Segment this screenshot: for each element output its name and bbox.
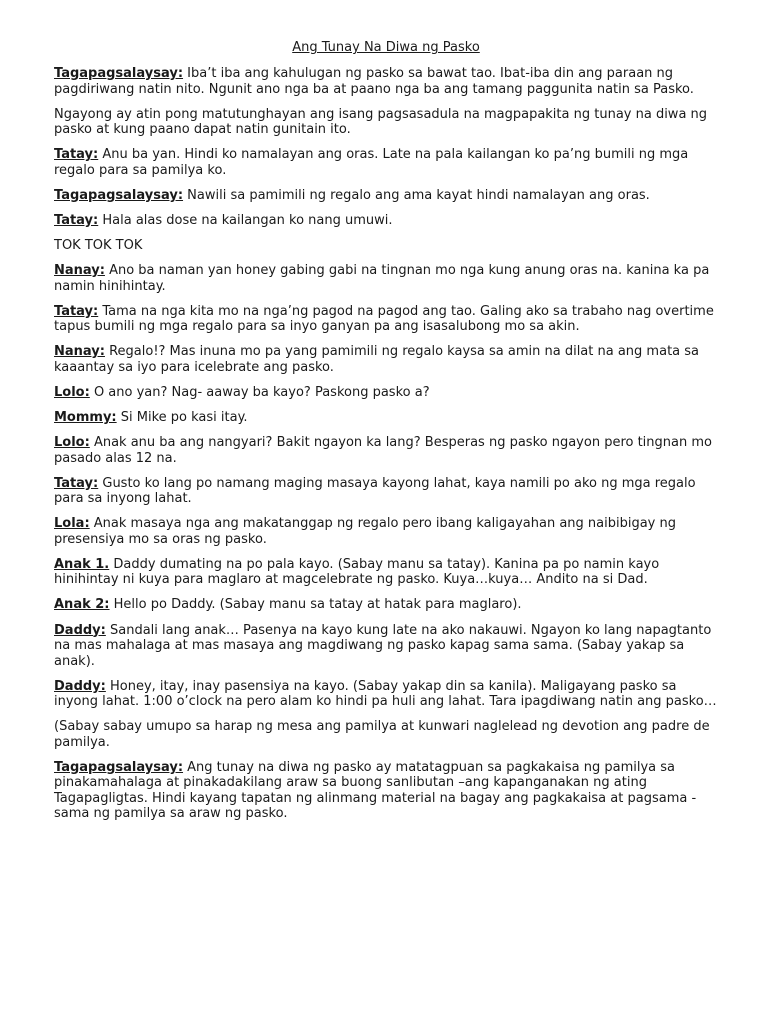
dialogue-text: TOK TOK TOK (54, 237, 143, 253)
dialogue-text: Regalo!? Mas inuna mo pa yang pamimili ng regalo kaysa sa amin na dilat na ang mata sa kaaantay sa iyo para icelebrate ang pasko. (54, 344, 699, 375)
document-body (54, 66, 718, 822)
dialogue-text: Daddy dumating na po pala kayo. (Sabay manu sa tatay). Kanina pa po namin kayo hinihintay ni kuya para maglaro at magcelebrate ng pasko. Kuya…kuya… Andito na si Dad. (54, 556, 660, 588)
script-paragraph (54, 66, 718, 97)
script-paragraph (54, 760, 718, 822)
dialogue-text: Hala alas dose na kailangan ko nang umuwi. (98, 212, 393, 228)
script-paragraph (54, 263, 718, 294)
speaker-label: Nanay: (54, 344, 105, 360)
speaker-label: Lolo: (54, 384, 90, 400)
script-paragraph (54, 213, 718, 229)
script-paragraph (54, 623, 718, 670)
script-paragraph (54, 147, 718, 178)
script-paragraph (54, 238, 718, 254)
speaker-label: Nanay: (54, 263, 105, 279)
script-paragraph (54, 304, 718, 335)
speaker-label: Tagapagsalaysay: (54, 66, 184, 81)
script-paragraph (54, 188, 718, 204)
script-paragraph (54, 410, 718, 426)
dialogue-text: Iba’t iba ang kahulugan ng pasko sa bawat tao. Ibat-iba din ang paraan ng pagdiriwang natin nito. Ngunit ano nga ba at paano nga ba ang tamang paggunita natin sa Pasko. (54, 66, 694, 97)
speaker-label: Daddy: (54, 678, 106, 694)
speaker-label: Mommy: (54, 409, 117, 425)
dialogue-text: Nawili sa pamimili ng regalo ang ama kayat hindi namalayan ang oras. (183, 187, 650, 203)
dialogue-text: Si Mike po kasi itay. (116, 409, 248, 425)
script-paragraph (54, 597, 718, 613)
dialogue-text: (Sabay sabay umupo sa harap ng mesa ang pamilya at kunwari naglelead ng devotion ang padre de pamilya. (54, 719, 710, 750)
script-paragraph (54, 107, 718, 138)
speaker-label: Tatay: (54, 303, 99, 319)
script-paragraph (54, 385, 718, 401)
dialogue-text: Ngayong ay atin pong matutunghayan ang isang pagsasadula na magpapakita ng tunay na diwa ng pasko at kung paano dapat natin gunitain ito. (54, 106, 708, 138)
script-paragraph (54, 679, 718, 710)
dialogue-text: Ang tunay na diwa ng pasko ay matatagpuan sa pagkakaisa ng pamilya sa pinakamahalaga at pinakadakilang araw sa buong sanlibutan –ang kapanganakan ng ating Tagapagligtas. Hindi kayang tapatan ng alinmang material na bagay ang pagkakaisa at pagsama -sama ng pamilya sa araw ng pasko. (54, 759, 697, 822)
speaker-label: Tatay: (54, 147, 99, 163)
document-title: Ang Tunay Na Diwa ng Pasko (292, 40, 480, 55)
script-paragraph (54, 719, 718, 750)
dialogue-text: Tama na nga kita mo na nga’ng pagod na pagod ang tao. Galing ako sa trabaho nag overtime tapus bumili ng mga regalo para sa inyo ganyan pa ang isasalubong mo sa akin. (54, 303, 714, 335)
dialogue-text: Anu ba yan. Hindi ko namalayan ang oras. Late na pala kailangan ko pa’ng bumili ng mga regalo para sa pamilya ko. (54, 147, 689, 178)
script-paragraph (54, 344, 718, 375)
dialogue-text: Sandali lang anak… Pasenya na kayo kung late na ako nakauwi. Ngayon ko lang napagtanto na mas mahalaga at mas masaya ang magdiwang ng pasko kapag sama sama. (Sabay yakap sa anak). (54, 622, 712, 669)
speaker-label: Tagapagsalaysay: (54, 187, 184, 203)
speaker-label: Daddy: (54, 622, 106, 638)
script-paragraph (54, 476, 718, 507)
speaker-label: Tagapagsalaysay: (54, 759, 184, 775)
speaker-label: Tatay: (54, 212, 99, 228)
speaker-label: Lola: (54, 516, 90, 532)
dialogue-text: Ano ba naman yan honey gabing gabi na tingnan mo nga kung anung oras na. kanina ka pa namin hinihintay. (54, 263, 710, 294)
dialogue-text: Gusto ko lang po namang maging masaya kayong lahat, kaya namili po ako ng mga regalo para sa inyong lahat. (54, 475, 696, 507)
speaker-label: Anak 2: (54, 597, 110, 613)
dialogue-text: Honey, itay, inay pasensiya na kayo. (Sabay yakap din sa kanila). Maligayang pasko sa inyong lahat. 1:00 o’clock na pero alam ko hindi pa huli ang lahat. Tara ipagdiwang natin ang pasko… (54, 678, 717, 710)
dialogue-text: Anak anu ba ang nangyari? Bakit ngayon ka lang? Besperas ng pasko ngayon pero tingnan mo pasado alas 12 na. (54, 435, 712, 466)
speaker-label: Lolo: (54, 435, 90, 451)
dialogue-text: Anak masaya nga ang makatanggap ng regalo pero ibang kaligayahan ang naibibigay ng presensiya mo sa oras ng pasko. (54, 516, 677, 547)
dialogue-text: Hello po Daddy. (Sabay manu sa tatay at hatak para maglaro). (109, 597, 522, 613)
speaker-label: Anak 1. (54, 556, 110, 572)
script-paragraph (54, 516, 718, 547)
script-paragraph (54, 435, 718, 466)
speaker-label: Tatay: (54, 475, 99, 491)
script-paragraph (54, 557, 718, 588)
dialogue-text: O ano yan? Nag- aaway ba kayo? Paskong pasko a? (89, 384, 430, 400)
